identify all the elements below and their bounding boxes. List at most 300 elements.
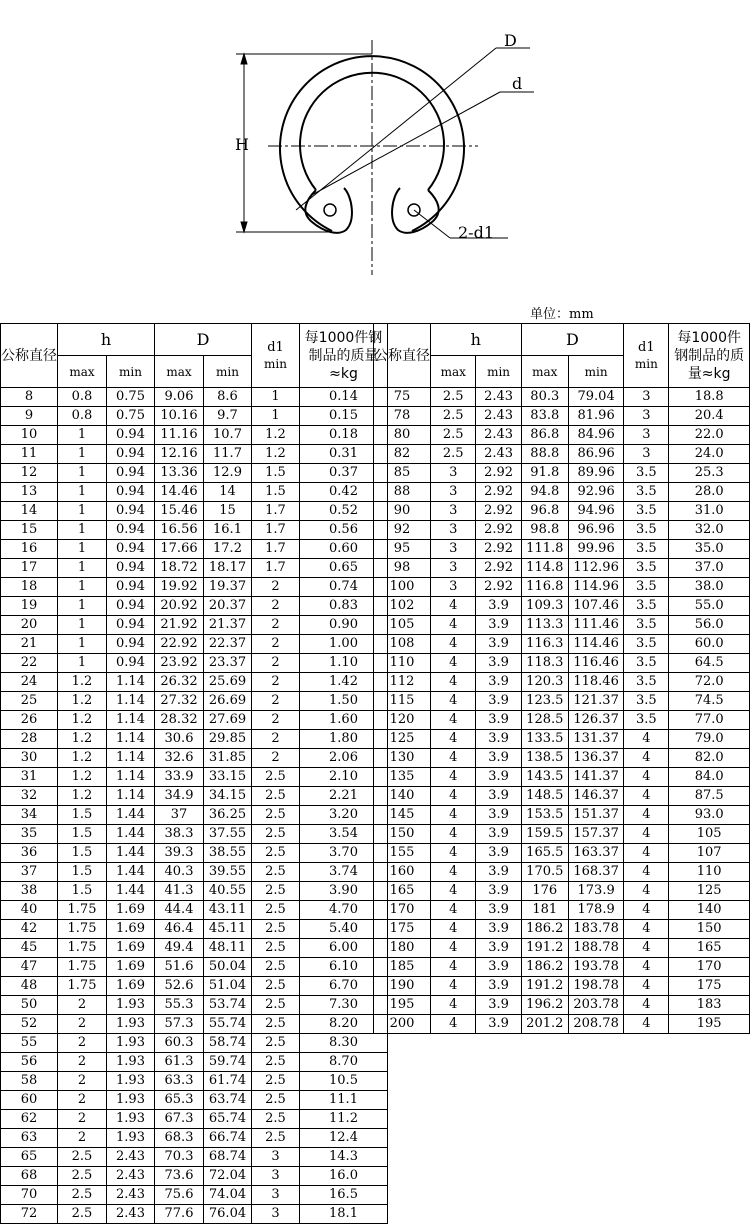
table-row bbox=[374, 483, 750, 502]
h-min-cell: 3.9 bbox=[476, 616, 521, 635]
table-row bbox=[1, 749, 388, 768]
mass-cell: 32.0 bbox=[669, 521, 750, 540]
d1-cell: 4 bbox=[624, 749, 669, 768]
d1-cell: 4 bbox=[624, 920, 669, 939]
h-max-cell: 1.2 bbox=[58, 692, 107, 711]
nominal-cell: 18 bbox=[1, 578, 58, 597]
d1-cell: 2.5 bbox=[252, 901, 300, 920]
mass-cell: 0.74 bbox=[300, 578, 388, 597]
nominal-cell: 21 bbox=[1, 635, 58, 654]
D-min-cell: 10.7 bbox=[204, 426, 252, 445]
table-row bbox=[1, 635, 388, 654]
table-row bbox=[1, 1034, 388, 1053]
h-max-cell: 4 bbox=[431, 863, 476, 882]
mass-cell: 0.83 bbox=[300, 597, 388, 616]
table-row bbox=[1, 825, 388, 844]
h-min-cell: 0.94 bbox=[107, 559, 155, 578]
table-row bbox=[1, 1205, 388, 1224]
D-max-cell: 186.2 bbox=[521, 958, 568, 977]
D-max-cell: 18.72 bbox=[155, 559, 204, 578]
table-row bbox=[1, 464, 388, 483]
D-min-cell: 58.74 bbox=[204, 1034, 252, 1053]
d1-cell: 3 bbox=[624, 426, 669, 445]
nominal-cell: 112 bbox=[374, 673, 431, 692]
d1-cell: 2.5 bbox=[252, 863, 300, 882]
table-row bbox=[374, 597, 750, 616]
nominal-cell: 52 bbox=[1, 1015, 58, 1034]
h-max-cell: 1 bbox=[58, 521, 107, 540]
table-row bbox=[1, 1186, 388, 1205]
table-row bbox=[1, 502, 388, 521]
table-row bbox=[374, 958, 750, 977]
h-max-cell: 2.5 bbox=[431, 426, 476, 445]
nominal-cell: 105 bbox=[374, 616, 431, 635]
D-max-cell: 109.3 bbox=[521, 597, 568, 616]
h-max-cell: 1 bbox=[58, 616, 107, 635]
h-min-cell: 3.9 bbox=[476, 958, 521, 977]
mass-cell: 5.40 bbox=[300, 920, 388, 939]
D-min-cell: 38.55 bbox=[204, 844, 252, 863]
D-max-cell: 61.3 bbox=[155, 1053, 204, 1072]
mass-cell: 195 bbox=[669, 1015, 750, 1034]
mass-cell: 0.56 bbox=[300, 521, 388, 540]
h-min-cell: 1.93 bbox=[107, 1015, 155, 1034]
D-max-cell: 40.3 bbox=[155, 863, 204, 882]
table-row bbox=[374, 445, 750, 464]
D-max-cell: 176 bbox=[521, 882, 568, 901]
nominal-cell: 45 bbox=[1, 939, 58, 958]
mass-cell: 7.30 bbox=[300, 996, 388, 1015]
D-max-cell: 23.92 bbox=[155, 654, 204, 673]
nominal-cell: 26 bbox=[1, 711, 58, 730]
table-row bbox=[374, 540, 750, 559]
table-row bbox=[1, 578, 388, 597]
d1-cell: 2.5 bbox=[252, 1129, 300, 1148]
nominal-cell: 102 bbox=[374, 597, 431, 616]
h-min-cell: 0.94 bbox=[107, 502, 155, 521]
mass-cell: 8.30 bbox=[300, 1034, 388, 1053]
mass-cell: 3.54 bbox=[300, 825, 388, 844]
h-min-cell: 1.93 bbox=[107, 1091, 155, 1110]
d1-cell: 3.5 bbox=[624, 464, 669, 483]
d1-cell: 4 bbox=[624, 958, 669, 977]
mass-cell: 37.0 bbox=[669, 559, 750, 578]
d1-cell: 4 bbox=[624, 882, 669, 901]
d1-cell: 2.5 bbox=[252, 768, 300, 787]
d1-cell: 3.5 bbox=[624, 559, 669, 578]
h-max-cell: 4 bbox=[431, 901, 476, 920]
d1-cell: 4 bbox=[624, 730, 669, 749]
d1-cell: 1.7 bbox=[252, 559, 300, 578]
h-min-cell: 1.14 bbox=[107, 711, 155, 730]
D-max-cell: 181 bbox=[521, 901, 568, 920]
D-min-cell: 17.2 bbox=[204, 540, 252, 559]
h-max-cell: 2.5 bbox=[431, 388, 476, 407]
D-max-cell: 77.6 bbox=[155, 1205, 204, 1224]
h-min-cell: 3.9 bbox=[476, 692, 521, 711]
d1-cell: 3.5 bbox=[624, 692, 669, 711]
mass-cell: 77.0 bbox=[669, 711, 750, 730]
d1-cell: 2.5 bbox=[252, 825, 300, 844]
nominal-cell: 78 bbox=[374, 407, 431, 426]
d1-cell: 2.5 bbox=[252, 1015, 300, 1034]
nominal-cell: 140 bbox=[374, 787, 431, 806]
table-row bbox=[1, 1110, 388, 1129]
mass-cell: 0.31 bbox=[300, 445, 388, 464]
header-h-min: min bbox=[107, 356, 155, 388]
mass-cell: 1.42 bbox=[300, 673, 388, 692]
label-H: H bbox=[235, 135, 249, 154]
h-max-cell: 1.75 bbox=[58, 920, 107, 939]
mass-cell: 56.0 bbox=[669, 616, 750, 635]
D-min-cell: 193.78 bbox=[568, 958, 623, 977]
nominal-cell: 72 bbox=[1, 1205, 58, 1224]
table-row bbox=[374, 1015, 750, 1034]
h-max-cell: 1 bbox=[58, 464, 107, 483]
spec-table-left bbox=[0, 323, 388, 1224]
D-min-cell: 121.37 bbox=[568, 692, 623, 711]
mass-cell: 22.0 bbox=[669, 426, 750, 445]
h-max-cell: 2 bbox=[58, 1072, 107, 1091]
header-D-max: max bbox=[521, 356, 568, 388]
h-min-cell: 1.14 bbox=[107, 730, 155, 749]
h-min-cell: 1.44 bbox=[107, 863, 155, 882]
D-max-cell: 20.92 bbox=[155, 597, 204, 616]
h-min-cell: 1.69 bbox=[107, 977, 155, 996]
table-row bbox=[1, 806, 388, 825]
h-min-cell: 1.14 bbox=[107, 768, 155, 787]
D-min-cell: 12.9 bbox=[204, 464, 252, 483]
h-max-cell: 2 bbox=[58, 1015, 107, 1034]
nominal-cell: 22 bbox=[1, 654, 58, 673]
h-max-cell: 4 bbox=[431, 597, 476, 616]
h-max-cell: 4 bbox=[431, 635, 476, 654]
D-min-cell: 23.37 bbox=[204, 654, 252, 673]
D-min-cell: 157.37 bbox=[568, 825, 623, 844]
mass-cell: 183 bbox=[669, 996, 750, 1015]
D-min-cell: 173.9 bbox=[568, 882, 623, 901]
table-row bbox=[1, 1015, 388, 1034]
D-max-cell: 94.8 bbox=[521, 483, 568, 502]
D-min-cell: 26.69 bbox=[204, 692, 252, 711]
h-min-cell: 2.43 bbox=[476, 388, 521, 407]
table-row bbox=[374, 407, 750, 426]
mass-cell: 11.1 bbox=[300, 1091, 388, 1110]
h-min-cell: 3.9 bbox=[476, 863, 521, 882]
D-min-cell: 40.55 bbox=[204, 882, 252, 901]
table-row bbox=[1, 597, 388, 616]
h-max-cell: 4 bbox=[431, 939, 476, 958]
h-max-cell: 1.75 bbox=[58, 977, 107, 996]
D-min-cell: 55.74 bbox=[204, 1015, 252, 1034]
h-min-cell: 3.9 bbox=[476, 787, 521, 806]
h-max-cell: 1 bbox=[58, 559, 107, 578]
d-inner-leader bbox=[310, 92, 500, 196]
nominal-cell: 40 bbox=[1, 901, 58, 920]
table-row bbox=[374, 502, 750, 521]
D-max-cell: 113.3 bbox=[521, 616, 568, 635]
d1-cell: 2.5 bbox=[252, 1110, 300, 1129]
D-min-cell: 43.11 bbox=[204, 901, 252, 920]
d1-cell: 2 bbox=[252, 673, 300, 692]
D-min-cell: 168.37 bbox=[568, 863, 623, 882]
d1-cell: 1.7 bbox=[252, 540, 300, 559]
h-min-cell: 3.9 bbox=[476, 977, 521, 996]
h-max-cell: 1.2 bbox=[58, 768, 107, 787]
table-body-left bbox=[1, 388, 388, 1224]
D-max-cell: 16.56 bbox=[155, 521, 204, 540]
D-min-cell: 16.1 bbox=[204, 521, 252, 540]
table-row bbox=[374, 616, 750, 635]
nominal-cell: 95 bbox=[374, 540, 431, 559]
table-row bbox=[1, 730, 388, 749]
D-max-cell: 96.8 bbox=[521, 502, 568, 521]
mass-cell: 4.70 bbox=[300, 901, 388, 920]
mass-cell: 16.0 bbox=[300, 1167, 388, 1186]
d1-cell: 1.5 bbox=[252, 464, 300, 483]
h-max-cell: 1.5 bbox=[58, 863, 107, 882]
mass-cell: 2.06 bbox=[300, 749, 388, 768]
nominal-cell: 56 bbox=[1, 1053, 58, 1072]
nominal-cell: 145 bbox=[374, 806, 431, 825]
D-min-cell: 9.7 bbox=[204, 407, 252, 426]
h-min-cell: 1.69 bbox=[107, 901, 155, 920]
table-row bbox=[1, 540, 388, 559]
D-min-cell: 59.74 bbox=[204, 1053, 252, 1072]
header-d1: d1 min bbox=[624, 324, 669, 388]
header-D-min: min bbox=[568, 356, 623, 388]
d1-cell: 3.5 bbox=[624, 502, 669, 521]
table-row bbox=[1, 768, 388, 787]
d1-cell: 1 bbox=[252, 388, 300, 407]
d1-cell: 4 bbox=[624, 768, 669, 787]
h-min-cell: 0.94 bbox=[107, 635, 155, 654]
nominal-cell: 28 bbox=[1, 730, 58, 749]
D-max-cell: 37 bbox=[155, 806, 204, 825]
h-min-cell: 1.93 bbox=[107, 1053, 155, 1072]
table-row bbox=[1, 445, 388, 464]
D-min-cell: 92.96 bbox=[568, 483, 623, 502]
d1-cell: 2.5 bbox=[252, 806, 300, 825]
h-max-cell: 4 bbox=[431, 749, 476, 768]
d1-cell: 2 bbox=[252, 597, 300, 616]
table-row bbox=[374, 559, 750, 578]
h-min-cell: 2.43 bbox=[476, 426, 521, 445]
label-holes: 2-d1 bbox=[458, 223, 495, 242]
D-min-cell: 74.04 bbox=[204, 1186, 252, 1205]
h-min-cell: 2.43 bbox=[107, 1167, 155, 1186]
D-min-cell: 63.74 bbox=[204, 1091, 252, 1110]
h-max-cell: 2.5 bbox=[431, 407, 476, 426]
mass-cell: 0.37 bbox=[300, 464, 388, 483]
D-min-cell: 183.78 bbox=[568, 920, 623, 939]
D-min-cell: 15 bbox=[204, 502, 252, 521]
D-min-cell: 118.46 bbox=[568, 673, 623, 692]
mass-cell: 150 bbox=[669, 920, 750, 939]
h-max-cell: 3 bbox=[431, 521, 476, 540]
D-min-cell: 203.78 bbox=[568, 996, 623, 1015]
table-row bbox=[374, 749, 750, 768]
h-max-cell: 1 bbox=[58, 502, 107, 521]
mass-cell: 79.0 bbox=[669, 730, 750, 749]
h-max-cell: 2 bbox=[58, 1091, 107, 1110]
D-max-cell: 44.4 bbox=[155, 901, 204, 920]
table-row bbox=[1, 1148, 388, 1167]
mass-cell: 6.00 bbox=[300, 939, 388, 958]
mass-cell: 72.0 bbox=[669, 673, 750, 692]
D-min-cell: 66.74 bbox=[204, 1129, 252, 1148]
h-max-cell: 4 bbox=[431, 806, 476, 825]
D-max-cell: 128.5 bbox=[521, 711, 568, 730]
mass-cell: 38.0 bbox=[669, 578, 750, 597]
mass-cell: 107 bbox=[669, 844, 750, 863]
nominal-cell: 37 bbox=[1, 863, 58, 882]
d1-cell: 2.5 bbox=[252, 1072, 300, 1091]
d1-cell: 2 bbox=[252, 654, 300, 673]
table-row bbox=[374, 692, 750, 711]
table-row bbox=[374, 806, 750, 825]
h-min-cell: 2.92 bbox=[476, 502, 521, 521]
h-min-cell: 3.9 bbox=[476, 749, 521, 768]
h-min-cell: 1.44 bbox=[107, 806, 155, 825]
header-h-min: min bbox=[476, 356, 521, 388]
D-max-cell: 11.16 bbox=[155, 426, 204, 445]
h-max-cell: 1 bbox=[58, 445, 107, 464]
D-min-cell: 11.7 bbox=[204, 445, 252, 464]
nominal-cell: 190 bbox=[374, 977, 431, 996]
D-min-cell: 33.15 bbox=[204, 768, 252, 787]
D-min-cell: 48.11 bbox=[204, 939, 252, 958]
table-row bbox=[1, 1167, 388, 1186]
mass-cell: 0.14 bbox=[300, 388, 388, 407]
d1-cell: 1.2 bbox=[252, 445, 300, 464]
d1-cell: 1.5 bbox=[252, 483, 300, 502]
h-min-cell: 0.94 bbox=[107, 578, 155, 597]
D-min-cell: 29.85 bbox=[204, 730, 252, 749]
h-min-cell: 3.9 bbox=[476, 939, 521, 958]
table-row bbox=[374, 388, 750, 407]
mass-cell: 60.0 bbox=[669, 635, 750, 654]
D-min-cell: 86.96 bbox=[568, 445, 623, 464]
D-max-cell: 191.2 bbox=[521, 977, 568, 996]
table-row bbox=[1, 882, 388, 901]
table-row bbox=[374, 711, 750, 730]
h-min-cell: 1.14 bbox=[107, 692, 155, 711]
mass-cell: 84.0 bbox=[669, 768, 750, 787]
D-max-cell: 9.06 bbox=[155, 388, 204, 407]
D-min-cell: 163.37 bbox=[568, 844, 623, 863]
D-max-cell: 170.5 bbox=[521, 863, 568, 882]
h-max-cell: 4 bbox=[431, 825, 476, 844]
mass-cell: 175 bbox=[669, 977, 750, 996]
nominal-cell: 125 bbox=[374, 730, 431, 749]
table-row bbox=[374, 426, 750, 445]
h-min-cell: 3.9 bbox=[476, 825, 521, 844]
nominal-cell: 17 bbox=[1, 559, 58, 578]
d1-cell: 4 bbox=[624, 977, 669, 996]
D-min-cell: 178.9 bbox=[568, 901, 623, 920]
D-max-cell: 191.2 bbox=[521, 939, 568, 958]
D-min-cell: 20.37 bbox=[204, 597, 252, 616]
h-min-cell: 2.43 bbox=[107, 1186, 155, 1205]
D-min-cell: 22.37 bbox=[204, 635, 252, 654]
h-max-cell: 1.2 bbox=[58, 749, 107, 768]
nominal-cell: 48 bbox=[1, 977, 58, 996]
D-max-cell: 67.3 bbox=[155, 1110, 204, 1129]
d-outer-leader bbox=[296, 48, 496, 210]
h-max-cell: 3 bbox=[431, 559, 476, 578]
nominal-cell: 80 bbox=[374, 426, 431, 445]
left-lug-hole bbox=[324, 204, 336, 216]
holes-leader bbox=[414, 210, 450, 238]
table-row bbox=[374, 768, 750, 787]
header-d1: d1 min bbox=[252, 324, 300, 388]
table-row bbox=[1, 996, 388, 1015]
h-max-cell: 1 bbox=[58, 426, 107, 445]
D-min-cell: 198.78 bbox=[568, 977, 623, 996]
nominal-cell: 19 bbox=[1, 597, 58, 616]
nominal-cell: 115 bbox=[374, 692, 431, 711]
D-max-cell: 138.5 bbox=[521, 749, 568, 768]
mass-cell: 28.0 bbox=[669, 483, 750, 502]
table-row bbox=[374, 996, 750, 1015]
mass-cell: 18.1 bbox=[300, 1205, 388, 1224]
h-min-cell: 0.94 bbox=[107, 616, 155, 635]
nominal-cell: 98 bbox=[374, 559, 431, 578]
mass-cell: 93.0 bbox=[669, 806, 750, 825]
D-min-cell: 27.69 bbox=[204, 711, 252, 730]
h-min-cell: 0.94 bbox=[107, 483, 155, 502]
table-row bbox=[1, 787, 388, 806]
D-min-cell: 112.96 bbox=[568, 559, 623, 578]
table-row bbox=[1, 939, 388, 958]
D-min-cell: 141.37 bbox=[568, 768, 623, 787]
h-min-cell: 0.94 bbox=[107, 445, 155, 464]
d1-cell: 4 bbox=[624, 787, 669, 806]
D-max-cell: 60.3 bbox=[155, 1034, 204, 1053]
table-row bbox=[374, 787, 750, 806]
mass-cell: 6.10 bbox=[300, 958, 388, 977]
d1-cell: 1.7 bbox=[252, 521, 300, 540]
h-max-cell: 3 bbox=[431, 502, 476, 521]
D-max-cell: 52.6 bbox=[155, 977, 204, 996]
table-row bbox=[1, 521, 388, 540]
table-row bbox=[1, 1129, 388, 1148]
nominal-cell: 14 bbox=[1, 502, 58, 521]
nominal-cell: 34 bbox=[1, 806, 58, 825]
h-min-cell: 2.92 bbox=[476, 521, 521, 540]
header-D-min: min bbox=[204, 356, 252, 388]
d1-cell: 3 bbox=[252, 1167, 300, 1186]
d1-cell: 4 bbox=[624, 939, 669, 958]
nominal-cell: 110 bbox=[374, 654, 431, 673]
h-min-cell: 1.93 bbox=[107, 1129, 155, 1148]
header-D: D bbox=[155, 324, 252, 356]
nominal-cell: 90 bbox=[374, 502, 431, 521]
h-min-cell: 1.93 bbox=[107, 996, 155, 1015]
mass-cell: 165 bbox=[669, 939, 750, 958]
nominal-cell: 195 bbox=[374, 996, 431, 1015]
h-max-cell: 3 bbox=[431, 540, 476, 559]
nominal-cell: 65 bbox=[1, 1148, 58, 1167]
nominal-cell: 82 bbox=[374, 445, 431, 464]
mass-cell: 3.70 bbox=[300, 844, 388, 863]
D-min-cell: 25.69 bbox=[204, 673, 252, 692]
header-nominal: 公称直径 bbox=[374, 324, 431, 388]
D-max-cell: 12.16 bbox=[155, 445, 204, 464]
h-min-cell: 3.9 bbox=[476, 996, 521, 1015]
table-row bbox=[374, 521, 750, 540]
